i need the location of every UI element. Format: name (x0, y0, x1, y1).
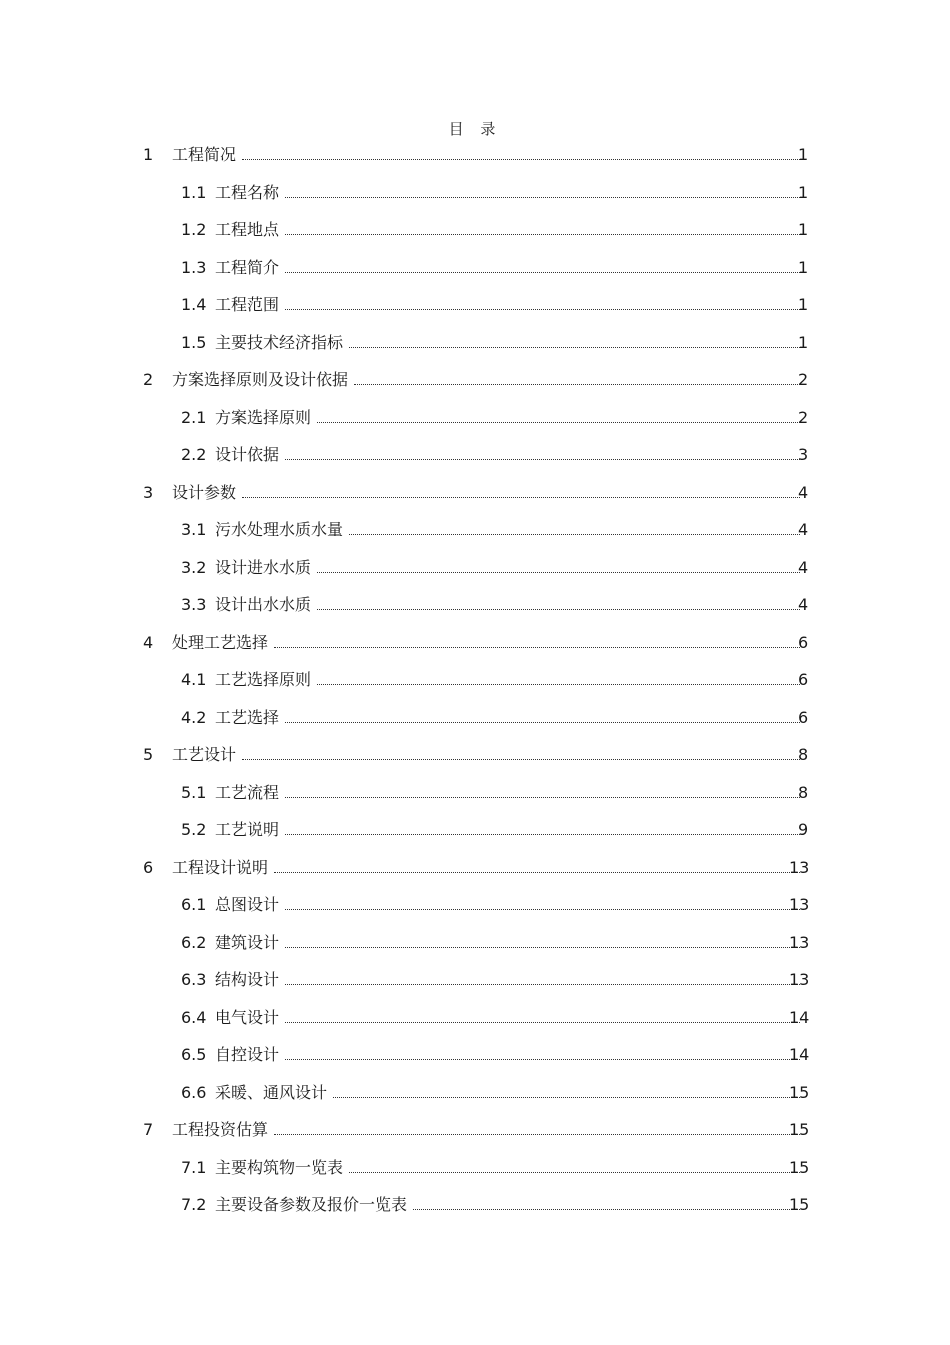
toc-dot-leader (317, 572, 800, 573)
toc-dot-leader (285, 1059, 800, 1060)
toc-entry-page: 13 (789, 857, 810, 877)
toc-entry-label: 工艺说明 (215, 820, 280, 839)
toc-entry-label: 自控设计 (215, 1045, 280, 1064)
toc-dot-leader (285, 459, 800, 460)
toc-dot-leader (349, 534, 800, 535)
toc-entry-page: 8 (798, 782, 809, 802)
toc-entry-page: 14 (789, 1007, 810, 1027)
toc-entry-label: 工艺设计 (172, 745, 237, 764)
toc-entry-number: 2.1 (181, 407, 207, 427)
toc-entry[interactable] (0, 443, 950, 467)
toc-entry[interactable] (0, 181, 950, 205)
toc-entry-page: 1 (798, 332, 809, 352)
toc-entry-page: 9 (798, 820, 809, 839)
toc-entry[interactable] (0, 1006, 950, 1030)
toc-entry[interactable] (0, 1193, 950, 1217)
toc-entry-page: 8 (798, 745, 809, 764)
toc-entry-label: 工程简介 (215, 257, 280, 277)
toc-entry-page: 13 (789, 895, 810, 914)
toc-entry[interactable] (0, 818, 950, 842)
toc-entry-page: 6 (798, 632, 809, 652)
toc-entry[interactable] (0, 1118, 950, 1142)
toc-entry-number: 4 (143, 632, 154, 652)
toc-entry-label: 污水处理水质水量 (215, 520, 344, 539)
toc-entry-number: 1.3 (181, 257, 207, 277)
toc-dot-leader (413, 1209, 800, 1210)
toc-entry[interactable] (0, 631, 950, 655)
toc-entry-number: 3.3 (181, 595, 207, 614)
toc-entry-number: 5 (143, 745, 154, 764)
toc-dot-leader (317, 422, 800, 423)
toc-entry-number: 5.2 (181, 820, 207, 839)
toc-entry-label: 方案选择原则 (215, 407, 312, 427)
toc-dot-leader (274, 1134, 800, 1135)
toc-entry-page: 13 (789, 932, 810, 952)
toc-entry-number: 1 (143, 145, 154, 164)
toc-dot-leader (285, 947, 800, 948)
toc-entry-number: 1.2 (181, 220, 207, 239)
toc-entry-label: 工程设计说明 (172, 857, 269, 877)
toc-entry-number: 2.2 (181, 445, 207, 464)
toc-entry-page: 15 (789, 1082, 810, 1102)
toc-entry[interactable] (0, 1156, 950, 1180)
toc-entry-label: 设计出水水质 (215, 595, 312, 614)
toc-dot-leader (317, 684, 800, 685)
toc-entry-number: 6.2 (181, 932, 207, 952)
toc-dot-leader (349, 347, 800, 348)
toc-entry-page: 1 (798, 182, 809, 202)
toc-entry-page: 2 (798, 407, 809, 427)
toc-entry-label: 工程名称 (215, 182, 280, 202)
toc-entry-number: 7.1 (181, 1157, 207, 1177)
toc-entry-number: 3 (143, 482, 154, 502)
toc-entry[interactable] (0, 668, 950, 692)
toc-dot-leader (285, 234, 800, 235)
toc-entry-label: 采暖、通风设计 (215, 1082, 328, 1102)
toc-dot-leader (285, 309, 800, 310)
toc-entry-page: 2 (798, 370, 809, 389)
toc-entry-number: 7.2 (181, 1195, 207, 1214)
toc-entry-page: 1 (798, 295, 809, 314)
toc-entry-page: 1 (798, 220, 809, 239)
toc-entry-label: 工艺流程 (215, 782, 280, 802)
toc-entry[interactable] (0, 1043, 950, 1067)
toc-entry-number: 6.5 (181, 1045, 207, 1064)
toc-dot-leader (317, 609, 800, 610)
toc-dot-leader (274, 647, 800, 648)
toc-entry-label: 工程范围 (215, 295, 280, 314)
toc-entry-number: 5.1 (181, 782, 207, 802)
toc-entry[interactable] (0, 743, 950, 767)
toc-entry[interactable] (0, 368, 950, 392)
toc-title: 目 录 (448, 120, 502, 138)
toc-entry-number: 6 (143, 857, 154, 877)
toc-entry-number: 2 (143, 370, 154, 389)
toc-entry-page: 14 (789, 1045, 810, 1064)
toc-entry-page: 1 (798, 145, 809, 164)
toc-entry-page: 4 (798, 595, 809, 614)
toc-dot-leader (285, 834, 800, 835)
toc-entry-label: 主要设备参数及报价一览表 (215, 1195, 408, 1214)
toc-entry-label: 结构设计 (215, 970, 280, 989)
toc-entry-number: 1.5 (181, 332, 207, 352)
toc-entry-label: 方案选择原则及设计依据 (172, 370, 349, 389)
toc-entry[interactable] (0, 481, 950, 505)
toc-entry-page: 6 (798, 707, 809, 727)
toc-entry[interactable] (0, 518, 950, 542)
toc-entry[interactable] (0, 143, 950, 167)
toc-entry-page: 15 (789, 1195, 810, 1214)
toc-entry-number: 1.1 (181, 182, 207, 202)
toc-entry[interactable] (0, 406, 950, 430)
toc-entry-page: 15 (789, 1120, 810, 1139)
toc-entry-number: 4.1 (181, 670, 207, 689)
toc-entry[interactable] (0, 256, 950, 280)
toc-entry-number: 3.2 (181, 557, 207, 577)
toc-entry[interactable] (0, 781, 950, 805)
toc-entry-label: 主要构筑物一览表 (215, 1157, 344, 1177)
toc-entry-label: 建筑设计 (215, 932, 280, 952)
toc-dot-leader (242, 497, 800, 498)
toc-dot-leader (285, 797, 800, 798)
toc-entry[interactable] (0, 893, 950, 917)
toc-entry-page: 1 (798, 257, 809, 277)
toc-entry-number: 6.4 (181, 1007, 207, 1027)
toc-entry-number: 6.3 (181, 970, 207, 989)
toc-entry-label: 电气设计 (215, 1007, 280, 1027)
toc-entry-number: 6.1 (181, 895, 207, 914)
toc-entry-label: 工程地点 (215, 220, 280, 239)
toc-entry-number: 1.4 (181, 295, 207, 314)
toc-dot-leader (242, 159, 800, 160)
toc-entry-page: 6 (798, 670, 809, 689)
toc-dot-leader (349, 1172, 800, 1173)
toc-dot-leader (285, 722, 800, 723)
toc-entry-label: 主要技术经济指标 (215, 332, 344, 352)
toc-entry-label: 工艺选择 (215, 707, 280, 727)
toc-dot-leader (354, 384, 800, 385)
toc-entry[interactable] (0, 556, 950, 580)
toc-entry-page: 3 (798, 445, 809, 464)
toc-entry[interactable] (0, 218, 950, 242)
toc-dot-leader (242, 759, 800, 760)
toc-entry[interactable] (0, 968, 950, 992)
toc-entry[interactable] (0, 293, 950, 317)
toc-dot-leader (274, 872, 800, 873)
toc-entry-label: 设计进水水质 (215, 557, 312, 577)
toc-entry-page: 4 (798, 557, 809, 577)
toc-entry[interactable] (0, 931, 950, 955)
toc-entry[interactable] (0, 331, 950, 355)
toc-entry-label: 总图设计 (215, 895, 280, 914)
toc-entry-label: 设计依据 (215, 445, 280, 464)
toc-entry-page: 13 (789, 970, 810, 989)
toc-entry-page: 15 (789, 1157, 810, 1177)
toc-entry-label: 工艺选择原则 (215, 670, 312, 689)
toc-entry[interactable] (0, 593, 950, 617)
toc-entry-page: 4 (798, 520, 809, 539)
toc-dot-leader (333, 1097, 800, 1098)
toc-entry-page: 4 (798, 482, 809, 502)
toc-dot-leader (285, 909, 800, 910)
toc-entry-label: 工程投资估算 (172, 1120, 269, 1139)
toc-entry-number: 3.1 (181, 520, 207, 539)
toc-dot-leader (285, 1022, 800, 1023)
toc-dot-leader (285, 197, 800, 198)
toc-dot-leader (285, 272, 800, 273)
toc-entry[interactable] (0, 706, 950, 730)
toc-entry-number: 6.6 (181, 1082, 207, 1102)
toc-entry-label: 工程简况 (172, 145, 237, 164)
toc-dot-leader (285, 984, 800, 985)
toc-entry-number: 4.2 (181, 707, 207, 727)
toc-entry[interactable] (0, 856, 950, 880)
toc-entry-label: 处理工艺选择 (172, 632, 269, 652)
toc-entry-number: 7 (143, 1120, 154, 1139)
toc-entry[interactable] (0, 1081, 950, 1105)
toc-entry-label: 设计参数 (172, 482, 237, 502)
